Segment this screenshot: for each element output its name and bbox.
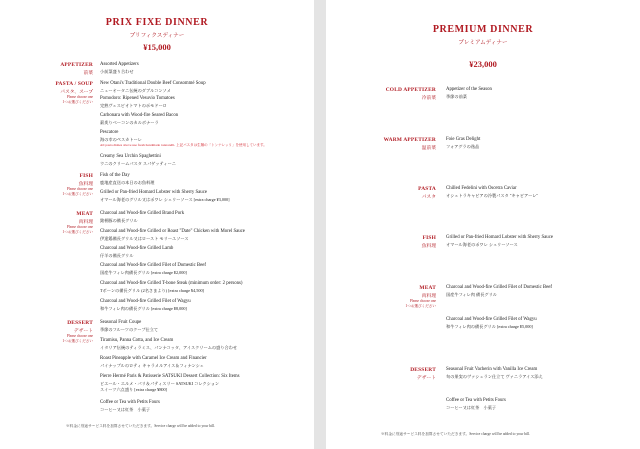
section-label-jp: 前菜 xyxy=(83,71,93,76)
menu-item-name: Chilled Fedelini with Oscetra Caviar xyxy=(446,186,517,191)
menu-item-name-jp: 完熟ヴェスビオトマトのポモドーロ xyxy=(100,103,167,108)
menu-item-name-jp: 季節のフルーツのクープ仕立て xyxy=(100,327,159,332)
section-label-jp: パスタ、スープ xyxy=(60,90,93,95)
section-label-jp: 冷前菜 xyxy=(421,96,436,101)
choose-note-jp: 1つお選びください xyxy=(62,339,93,343)
menu-item-name: Charcoal and Wood-fire Grilled Lamb xyxy=(100,246,174,251)
section-label: DESSERT xyxy=(67,320,93,326)
menu-item-name: Roast Pineapple with Caramel Ice Cream and Financier xyxy=(100,356,207,361)
choose-note-jp: 1つお選びください xyxy=(62,192,93,196)
menu-item-name-jp: コーヒー又は紅茶 小菓子 xyxy=(446,405,497,410)
section-label: APPETIZER xyxy=(60,62,93,68)
premium-dinner-page xyxy=(326,0,640,449)
page-title: PREMIUM DINNER xyxy=(432,24,534,35)
menu-item-name: Charcoal and Wood-fire Grilled Filet of Domestic Beef xyxy=(100,263,206,268)
menu-item-name: Appetizer of the Season xyxy=(446,87,492,92)
menu-item-name-jp: 季節の前菜 xyxy=(446,94,467,99)
menu-item-name-jp: 薪炙りベーコンのカルボナーラ xyxy=(100,120,159,125)
page-gutter xyxy=(314,0,326,449)
menu-item-name-jp: 鹿地産直送の本日のお魚料理 xyxy=(100,180,155,185)
section-label: PASTA xyxy=(418,186,436,192)
section-label: FISH xyxy=(422,235,436,241)
menu-item-name: Seasonal Fruit Coupe xyxy=(100,320,142,325)
section-label: MEAT xyxy=(76,211,93,217)
menu-item-name: New Otani's Traditional Double Beef Consommé Soup xyxy=(100,81,206,86)
choose-note: Please choose one xyxy=(66,334,93,338)
prix-fixe-page xyxy=(0,0,314,449)
section-label-jp: デザート xyxy=(73,329,93,334)
menu-item-name: Fish of the Day xyxy=(100,173,130,178)
menu-item-name-jp: 海の幸のペスカトーレ xyxy=(100,137,142,142)
choose-note: Please choose one xyxy=(66,95,93,99)
menu-item-name: Charcoal and Wood-fire Grilled or Roast "Date" Chicken with Morel Sauce xyxy=(100,229,245,234)
page-title: PRIX FIXE DINNER xyxy=(105,17,209,28)
choose-note-jp: 1つお選びください xyxy=(405,304,436,308)
menu-item-name-jp: 和牛フィレ肉の備長グリル [extra charge ¥5,000] xyxy=(446,324,533,329)
menu-item-name-jp: Tボーンの備長グリル (2名さまより) [extra charge ¥4,500] xyxy=(100,288,204,293)
menu-item-name-jp: 旬の果実のヴァシュラン仕立て ヴァニラアイス添え xyxy=(446,374,543,379)
menu-item-name-jp: スイーツ六点盛り [extra charge ¥800] xyxy=(100,387,168,392)
section-label-jp: パスタ xyxy=(421,195,436,200)
service-charge-footer: ※料金に別途サービス料を加算させていただきます。Service charge will be added to your bill. xyxy=(66,424,215,428)
choose-note-jp: 1つお選びください xyxy=(62,100,93,104)
service-charge-footer: ※料金に別途サービス料を加算させていただきます。Service charge will be added to your bill. xyxy=(381,432,530,436)
menu-item-name-jp: 銘柄豚の備長グリル xyxy=(100,218,138,223)
menu-item-name-jp: 小前菜盛り合わせ xyxy=(100,69,134,74)
menu-item-name-jp: 伊達鶏備長グリル又はロースト モリーユソース xyxy=(100,236,189,241)
section-label-jp: 肉料理 xyxy=(78,220,93,225)
menu-item-name-jp: ニューオータニ伝統のダブルコンソメ xyxy=(100,88,171,93)
menu-item-name-jp: 国産牛フィレ肉備長グリル [extra charge ¥2,000] xyxy=(100,270,187,275)
menu-item-name: Carbonara with Wood-fire Seared Bacon xyxy=(100,113,179,118)
menu-item-name: Pierre Hermé Paris & Patisserie SATSUKI Dessert Collection: Six Items xyxy=(100,374,240,379)
menu-item-name: Charcoal and Wood-fire Grilled Filet of Wagyu xyxy=(446,317,537,322)
menu-item-name-jp: フォアグラの逸品 xyxy=(446,144,480,149)
menu-item-name: Tiramisu, Panna Cotta, and Ice Cream xyxy=(100,338,174,343)
menu-item-name: Grilled or Pan-fried Homard Lobster with Sherry Sauce xyxy=(100,190,207,195)
menu-item-name: Assorted Appetizers xyxy=(100,62,139,67)
section-label-jp: 肉料理 xyxy=(421,294,436,299)
section-label: MEAT xyxy=(419,285,436,291)
menu-item-name-jp: 国産牛フィレ肉 備長グリル xyxy=(446,292,497,297)
menu-item-name-jp: パイナップルのロティ キャラメルアイス＆フィナンシェ xyxy=(100,363,204,368)
menu-item-name: Charcoal and Wood-fire Grilled T-bone Steak (minimum order: 2 persons) xyxy=(100,281,243,286)
menu-item-name: Charcoal and Wood-fire Grilled Brand Pork xyxy=(100,211,185,216)
menu-price: ¥23,000 xyxy=(469,59,497,69)
menu-item-name-jp: オマール海老のポワレ シェリーソース xyxy=(446,242,518,247)
menu-item-name-jp: コーヒー又は紅茶 小菓子 xyxy=(100,407,151,412)
menu-item-name-jp: 和牛フィレ肉の備長グリル [extra charge ¥8,000] xyxy=(100,306,187,311)
menu-item-name-jp: 仔羊の備長グリル xyxy=(100,253,134,258)
section-label-jp: 温前菜 xyxy=(421,146,436,151)
menu-item-name: Seasonal Fruit Vacherin with Vanilla Ice Cream xyxy=(446,367,538,372)
choose-note: Please choose one xyxy=(409,299,436,303)
menu-item-name: Charcoal and Wood-fire Grilled Filet of Domestic Beef xyxy=(446,285,552,290)
menu-item-name-jp: オシェトラキャビアの冷製パスタ "キャビアーレ" xyxy=(446,193,539,198)
section-label: FISH xyxy=(79,173,93,179)
choose-note-jp: 1つお選びください xyxy=(62,230,93,234)
menu-item-name: Creamy Sea Urchin Spaghettini xyxy=(100,154,161,159)
choose-note: Please choose one xyxy=(66,225,93,229)
section-label-jp: 魚料理 xyxy=(421,244,436,249)
menu-item-name: Grilled or Pan-fried Homard Lobster with Sherry Sauce xyxy=(446,235,553,240)
menu-item-name: Pescatore xyxy=(100,130,119,135)
menu-item-name-jp: イタリア伝統のティラミス、パンナコッタ、アイスクリームの盛り合わせ xyxy=(100,345,238,350)
section-label: DESSERT xyxy=(410,367,436,373)
choose-note: Please choose one xyxy=(66,187,93,191)
menu-item-name: Coffee or Tea with Petits Fours xyxy=(446,398,506,403)
menu-item-name: Foie Gras Delight xyxy=(446,137,481,142)
menu-item-name-jp: ウニのクリームパスタ スパゲッティーニ xyxy=(100,161,176,166)
section-label-jp: デザート xyxy=(416,376,436,381)
section-label: COLD APPETIZER xyxy=(385,87,436,93)
page-subtitle: プリフィクスディナー xyxy=(129,33,185,39)
menu-item-name: Coffee or Tea with Petits Fours xyxy=(100,400,160,405)
section-label-jp: 魚料理 xyxy=(78,182,93,187)
menu-item-name-jp: ピエール・エルメ・パリ＆パティスリー SATSUKI コレクション xyxy=(100,381,220,386)
section-label: PASTA / SOUP xyxy=(55,81,93,87)
menu-item-name-jp: オマール海老のグリル又はポワレ シェリーソース [extra charge ¥3,000] xyxy=(100,197,230,202)
page-subtitle: プレミアムディナー xyxy=(458,40,508,46)
pasta-special-note: All pasta dishes above use fresh handmade tonnarelli. 上記パスタは生麺の「トンナレッリ」を使用しています。 xyxy=(100,143,267,147)
section-label: WARM APPETIZER xyxy=(383,137,436,143)
menu-price: ¥15,000 xyxy=(143,42,171,52)
menu-item-name: Charcoal and Wood-fire Grilled Filet of Wagyu xyxy=(100,299,191,304)
menu-item-name: Pomodoro: Ripened Vesuvio Tomatoes xyxy=(100,96,175,101)
